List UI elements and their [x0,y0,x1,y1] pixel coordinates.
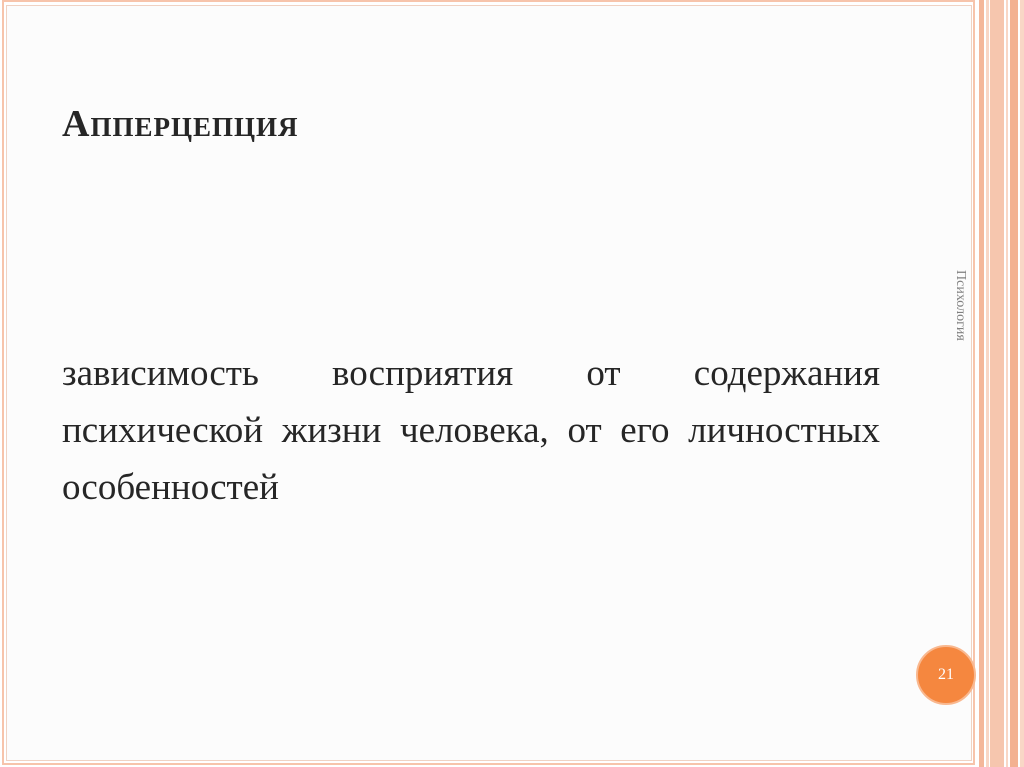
decorative-stripe [986,0,989,767]
page-number: 21 [938,666,954,683]
decorative-stripe [1020,0,1024,767]
section-label: Психология [953,270,968,341]
decorative-stripe [990,0,1004,767]
slide-body-text: зависимость восприятия от содержания психической жизни человека, от его личностных особенностей [62,353,880,508]
page-number-badge [916,645,976,705]
decorative-stripe [1006,0,1008,767]
decorative-stripe [1010,0,1018,767]
slide-title: Апперцепция [62,103,299,145]
decorative-stripe [979,0,984,767]
